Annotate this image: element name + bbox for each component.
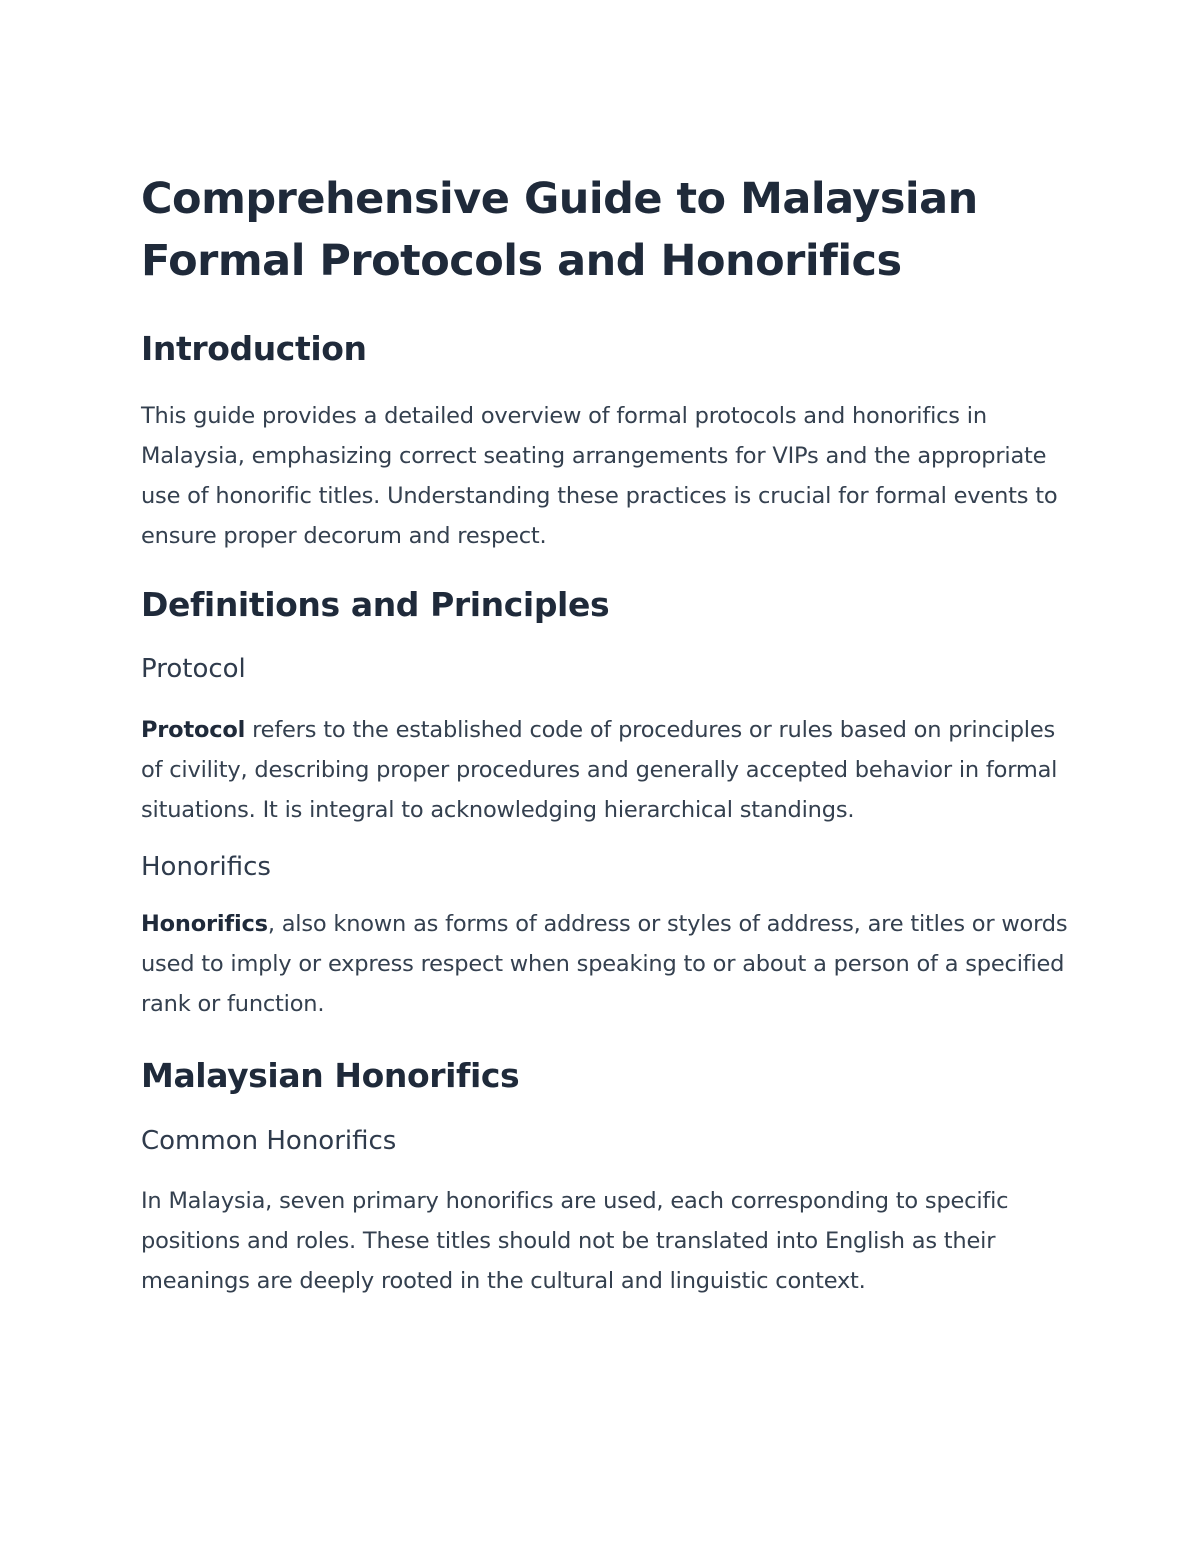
document-title: Comprehensive Guide to Malaysian Formal Protocols and Honorifics — [141, 174, 978, 286]
honorifics-paragraph — [141, 904, 1071, 1024]
section-heading-introduction: Introduction — [141, 329, 367, 368]
honorifics-term: Honorifics — [141, 911, 268, 937]
document-page — [141, 168, 1071, 1301]
subheading-honorifics: Honorifics — [141, 852, 271, 882]
honorifics-definition-text: , also known as forms of address or styles of address, are titles or words used to imply or express respect when speaking to or about a person of a specified rank or function. — [141, 911, 1068, 1017]
subheading-common-honorifics: Common Honorifics — [141, 1126, 397, 1156]
subheading-protocol: Protocol — [141, 654, 246, 684]
common-honorifics-paragraph: In Malaysia, seven primary honorifics are used, each corresponding to specific positions and roles. These titles should not be translated into English as their meanings are deeply rooted in the cultural and linguistic context. — [141, 1188, 1009, 1294]
section-heading-malaysian-honorifics: Malaysian Honorifics — [141, 1056, 520, 1095]
introduction-paragraph: This guide provides a detailed overview of formal protocols and honorifics in Malaysia, emphasizing correct seating arrangements for VIPs and the appropriate use of honorific titles. Understanding these practices is crucial for formal events to ensure proper decorum and respect. — [141, 403, 1058, 549]
protocol-definition-text: refers to the established code of procedures or rules based on principles of civility, describing proper procedures and generally accepted behavior in formal situations. It is integral to acknowledging hierarchical standings. — [141, 717, 1058, 823]
section-heading-definitions: Definitions and Principles — [141, 585, 610, 624]
protocol-term: Protocol — [141, 717, 246, 743]
protocol-paragraph — [141, 710, 1071, 830]
